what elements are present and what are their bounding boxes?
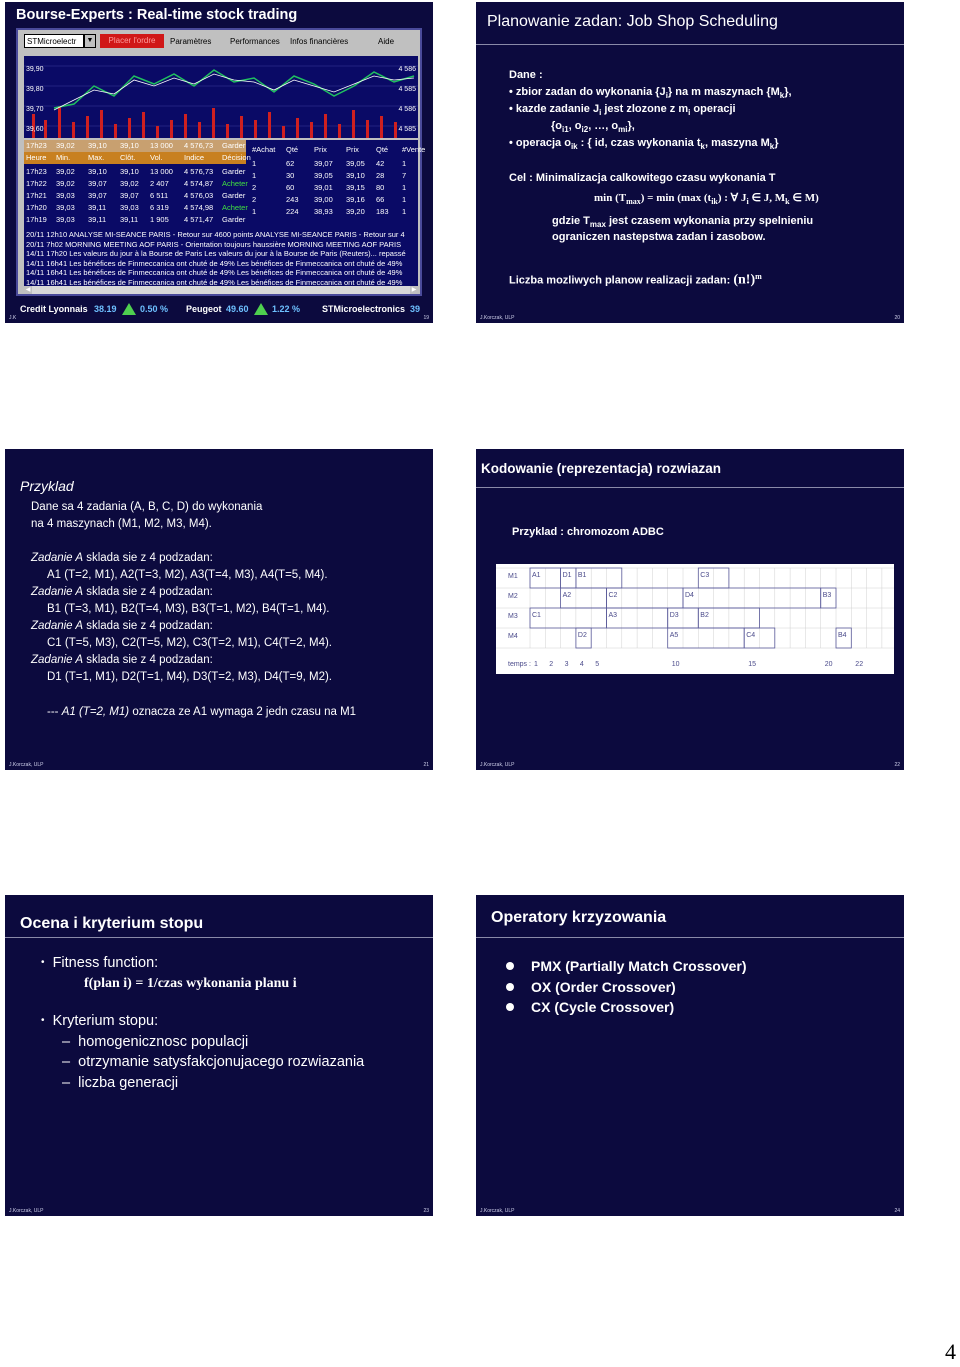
table-cell: Heure — [26, 153, 47, 162]
table-cell: 17h19 — [26, 215, 47, 224]
gantt-block-label: C3 — [700, 572, 710, 579]
ticker-change: 1.22 % — [272, 304, 301, 314]
table-cell: 1 — [402, 195, 407, 204]
bullet-item: • zbior zadan do wykonania $\{J_i\}$ na m maszynach $\{M_k\}$, — [509, 86, 792, 101]
gantt-block — [530, 608, 607, 628]
table-cell: 39,20 — [346, 207, 365, 216]
table-cell: Vol. — [150, 153, 163, 162]
table-cell: 80 — [376, 183, 385, 192]
table-cell: 1 — [402, 207, 407, 216]
slide-footer-author: J.Korczak, ULP — [480, 315, 515, 321]
slide-title: Operatory krzyzowania — [491, 909, 667, 926]
where-text: gdzie $T_{max}$ jest czasem wykonania przy spelnieniu — [552, 215, 814, 230]
table-cell: 39,10 — [88, 141, 107, 150]
plan-count-text: Liczba mozliwych planow realizacji zadan: $(n!)^m$ — [509, 272, 762, 288]
slide-footer-author: J.Korczak, ULP — [9, 1208, 44, 1214]
news-item[interactable]: 14/11 17h20 Les valeurs du jour à la Bourse de Paris Les valeurs du jour à la Bourse de Paris (Reuters)... repassé — [26, 249, 406, 258]
table-cell: Prix — [314, 145, 327, 154]
table-cell: 17h23 — [26, 141, 47, 150]
table-cell: 4 574,98 — [184, 203, 214, 212]
chart-y2-label: 4 586 — [398, 106, 416, 113]
slide-21 — [5, 449, 433, 770]
chevron-down-icon[interactable]: ▼ — [84, 34, 96, 48]
table-cell: 17h21 — [26, 191, 47, 200]
chart-y2-label: 4 585 — [398, 126, 416, 133]
task-operations: D1 (T=1, M1), D2(T=1, M4), D3(T=2, M3), D4(T=9, M2). — [47, 671, 333, 683]
page-number: 4 — [945, 1339, 956, 1364]
time-tick: 4 — [579, 661, 584, 668]
gantt-block-label: C2 — [608, 592, 618, 599]
chart-y2-label: 4 586 — [398, 66, 416, 73]
table-cell: 39,07 — [88, 191, 107, 200]
table-cell: 39,10 — [120, 141, 139, 150]
time-tick: 1 — [534, 661, 538, 668]
slide-number: 23 — [423, 1208, 429, 1214]
intro-text: Dane sa 4 zadania (A, B, C, D) do wykonania — [31, 501, 263, 513]
tab-performances[interactable]: Performances — [230, 37, 280, 46]
horizontal-scrollbar[interactable] — [24, 286, 418, 294]
slide-footer-author: J.Korczak, ULP — [9, 762, 44, 768]
gantt-block-label: A5 — [669, 632, 679, 639]
slide-title: Planowanie zadan: Job Shop Scheduling — [487, 13, 778, 30]
table-cell: 39,03 — [56, 215, 75, 224]
slide-number: 21 — [423, 762, 429, 768]
table-cell: 39,07 — [88, 179, 107, 188]
arrow-left-icon[interactable]: ◀ — [25, 287, 31, 293]
table-cell: 39,05 — [314, 171, 333, 180]
slide-number: 20 — [894, 315, 900, 321]
table-cell: #Vente — [402, 145, 426, 154]
table-cell: 1 — [402, 183, 407, 192]
table-row — [24, 190, 246, 202]
slide-title: Kodowanie (reprezentacja) rozwiazan — [481, 461, 722, 476]
arrow-up-icon — [254, 303, 268, 315]
bullet-dot-icon — [506, 962, 514, 970]
table-cell: Prix — [346, 145, 359, 154]
table-cell: 4 576,73 — [184, 141, 214, 150]
table-cell: 183 — [376, 207, 389, 216]
table-cell: 1 — [252, 171, 257, 180]
table-cell: 39,11 — [88, 203, 107, 212]
bullet-dot-icon — [506, 1003, 514, 1011]
table-cell: 4 576,03 — [184, 191, 214, 200]
gantt-block-label: A2 — [562, 592, 572, 599]
table-cell: 39,02 — [56, 179, 75, 188]
table-cell: 39,07 — [120, 191, 139, 200]
title-divider — [5, 937, 433, 938]
tab-aide[interactable]: Aide — [378, 37, 395, 46]
chart-y-label: 39,70 — [26, 106, 44, 113]
chart-y-label: 39,90 — [26, 66, 44, 73]
time-tick: 5 — [595, 661, 600, 668]
example-caption: Przyklad : chromozom ADBC — [512, 526, 664, 538]
objective-text: Cel : Minimalizacja calkowitego czasu wykonania T — [509, 172, 776, 184]
table-cell: 62 — [286, 159, 295, 168]
table-row — [250, 206, 418, 218]
news-feed — [24, 230, 418, 286]
task-heading: Zadanie A sklada sie z 4 podzadan: — [31, 654, 213, 666]
table-cell: 1 — [402, 159, 407, 168]
time-tick: 10 — [671, 661, 680, 668]
table-cell: 39,10 — [120, 167, 139, 176]
slide-title: Bourse-Experts : Real-time stock trading — [16, 7, 298, 23]
gantt-block-label: B1 — [577, 572, 587, 579]
stock-app-screenshot — [16, 28, 426, 296]
gantt-block-label: A3 — [608, 612, 618, 619]
table-cell: Décision — [222, 153, 251, 162]
slide-19 — [5, 2, 433, 323]
criterion-item: – homogenicznosc populacji — [62, 1034, 249, 1050]
table-cell: Garder — [222, 141, 246, 150]
table-cell: Garder — [222, 167, 246, 176]
time-tick: 3 — [564, 661, 569, 668]
task-operations: A1 (T=2, M1), A2(T=3, M2), A3(T=4, M3), A4(T=5, M4). — [47, 569, 328, 581]
where-text: ograniczen nastepstwa zadan i zasobow. — [552, 231, 766, 243]
machine-label: M2 — [508, 593, 518, 600]
time-tick: 15 — [748, 661, 756, 668]
table-cell: 39,02 — [56, 141, 75, 150]
gantt-block-label: B3 — [822, 592, 832, 599]
crossover-item: OX (Order Crossover) — [506, 979, 676, 995]
table-cell: 39,15 — [346, 183, 365, 192]
table-cell: 17h20 — [26, 203, 47, 212]
stock-ticker — [16, 301, 422, 317]
gantt-block-label: B4 — [838, 632, 847, 639]
gantt-block-label: D1 — [562, 572, 572, 579]
table-cell: 60 — [286, 183, 295, 192]
table-cell: 39,03 — [56, 191, 75, 200]
table-cell: 4 574,87 — [184, 179, 214, 188]
table-cell: 28 — [376, 171, 385, 180]
table-cell: 39,03 — [120, 203, 139, 212]
bullet-item: • kazde zadanie $J_i$ jest zlozone z $m_i$ operacji — [509, 103, 736, 118]
dane-label: Dane : — [509, 69, 543, 81]
table-cell: Indice — [184, 153, 205, 162]
table-cell: 243 — [286, 195, 299, 204]
table-cell: 224 — [286, 207, 299, 216]
ticker-price: 39 — [410, 304, 421, 314]
gantt-block-label: D3 — [669, 612, 679, 619]
table-cell: 1 905 — [150, 215, 169, 224]
table-cell: 4 571,47 — [184, 215, 214, 224]
machine-label: M4 — [508, 633, 518, 640]
time-tick: 22 — [855, 661, 864, 668]
gantt-block-label: C4 — [746, 632, 756, 639]
table-cell: 39,11 — [88, 215, 107, 224]
table-cell: 2 407 — [150, 179, 169, 188]
tab-infos-financieres[interactable]: Infos financières — [290, 37, 349, 46]
gantt-block — [683, 588, 821, 608]
criterion-item: – liczba generacji — [62, 1075, 179, 1091]
table-cell: 30 — [286, 171, 295, 180]
quotes-table — [24, 140, 426, 230]
table-row — [250, 158, 418, 170]
objective-formula: $\min (T_{max}) = \min (\max$ $(t_{ik})$ : ∀ $J_i$ ∈ J, $M_k$ ∈ M) — [594, 192, 819, 207]
table-cell: Min. — [56, 153, 71, 162]
table-cell: Garder — [222, 191, 246, 200]
news-item[interactable]: 14/11 16h41 Les bénéfices de Finmeccanica ont chuté de 49% Les bénéfices de Finmeccanica ont chuté de 49% — [26, 258, 403, 268]
time-axis-label: temps : — [508, 661, 531, 668]
table-row — [24, 178, 246, 190]
operation-set: {$o_{i1}$, $o_{i2}$, …, $o_{mi}$}, — [551, 120, 635, 135]
task-heading: Zadanie A sklada sie z 4 podzadan: — [31, 552, 213, 564]
news-item[interactable]: 14/11 16h41 Les bénéfices de Finmeccanica ont chuté de 49% Les bénéfices de Finmeccanica ont chuté de 49% — [26, 277, 403, 286]
table-cell: Acheter — [222, 203, 248, 212]
bullet-item: • operacja $o_{ik}$ : { id, czas wykonania $t_k$, maszyna $M_k$} — [509, 137, 779, 152]
ticker-price: 49.60 — [226, 304, 249, 314]
table-cell: 39,10 — [346, 171, 365, 180]
tab-parametres[interactable]: Paramètres — [170, 37, 212, 46]
gantt-block-label: B2 — [700, 612, 709, 619]
slide-22 — [476, 449, 904, 770]
slide-footer-author: J.K — [9, 315, 17, 321]
stop-criterion-item: • Kryterium stopu: — [41, 1013, 159, 1029]
table-cell: 4 576,73 — [184, 167, 214, 176]
table-cell: 39,02 — [120, 179, 139, 188]
bullet-dot-icon — [506, 983, 514, 991]
table-cell: Clôt. — [120, 153, 136, 162]
gantt-block — [607, 588, 684, 608]
task-operations: B1 (T=3, M1), B2(T=4, M3), B3(T=1, M2), B4(T=1, M4). — [47, 603, 330, 615]
table-row — [250, 194, 418, 206]
table-cell: #Achat — [252, 145, 276, 154]
table-cell: 39,07 — [314, 159, 333, 168]
table-cell: 2 — [252, 183, 257, 192]
table-row — [250, 182, 418, 194]
title-divider — [476, 44, 904, 45]
ticker-name: Peugeot — [186, 304, 222, 314]
table-cell: 39,03 — [56, 203, 75, 212]
ticker-name: STMicroelectronics — [322, 304, 406, 314]
gantt-block-label: D4 — [685, 592, 694, 599]
slide-footer-author: J.Korczak, ULP — [480, 1208, 515, 1214]
intro-text: na 4 maszynach (M1, M2, M3, M4). — [31, 518, 212, 530]
table-cell: 17h23 — [26, 167, 47, 176]
machine-label: M1 — [508, 573, 518, 580]
time-tick: 2 — [549, 661, 554, 668]
slide-number: 22 — [894, 762, 900, 768]
slide-footer-author: J.Korczak, ULP — [480, 762, 515, 768]
table-cell: 6 511 — [150, 191, 169, 200]
table-cell: 1 — [252, 159, 257, 168]
app-menu-bar — [18, 30, 420, 54]
gantt-block-label: C1 — [532, 612, 541, 619]
tab-placer-ordre[interactable]: Placer l'ordre — [100, 34, 164, 48]
table-cell: 13 000 — [150, 141, 173, 150]
slide-23 — [5, 895, 433, 1216]
criterion-item: – otrzymanie satysfakcjonujacego rozwiazania — [62, 1054, 365, 1070]
table-cell: 6 319 — [150, 203, 169, 212]
table-row — [250, 170, 418, 182]
fitness-item: • Fitness function: — [41, 955, 159, 971]
table-cell: Max. — [88, 153, 105, 162]
table-cell: 39,01 — [314, 183, 333, 192]
notation-note: --- A1 (T=2, M1) oznacza ze A1 wymaga 2 jedn czasu na M1 — [47, 706, 357, 718]
task-heading: Zadanie A sklada sie z 4 podzadan: — [31, 586, 213, 598]
table-cell: 39,02 — [56, 167, 75, 176]
chart-y2-label: 4 585 — [398, 86, 416, 93]
arrow-right-icon[interactable]: ▶ — [411, 287, 417, 293]
title-divider — [476, 937, 904, 938]
fitness-formula: f(plan i) = 1/czas wykonania planu i — [84, 976, 297, 991]
table-cell: Acheter — [222, 179, 248, 188]
table-cell: 39,00 — [314, 195, 333, 204]
time-tick: 20 — [824, 661, 833, 668]
news-item[interactable]: 14/11 16h41 Les bénéfices de Finmeccanica ont chuté de 49% Les bénéfices de Finmeccanica ont chuté de 49% — [26, 268, 403, 277]
task-operations: C1 (T=5, M3), C2(T=5, M2), C3(T=2, M1), C4(T=2, M4). — [47, 637, 333, 649]
crossover-item: CX (Cycle Crossover) — [506, 999, 674, 1015]
ticker-name: Credit Lyonnais — [20, 304, 88, 314]
title-divider — [476, 487, 904, 488]
table-cell: 38,93 — [314, 207, 333, 216]
slide-title: Ocena i kryterium stopu — [20, 915, 204, 932]
slide-24 — [476, 895, 904, 1216]
slide-20 — [476, 2, 904, 323]
task-heading: Zadanie A sklada sie z 4 podzadan: — [31, 620, 213, 632]
gantt-block-label: D2 — [577, 632, 587, 639]
arrow-up-icon — [122, 303, 136, 315]
table-cell: Qté — [376, 145, 389, 154]
table-cell: 39,16 — [346, 195, 365, 204]
table-cell: 1 — [252, 207, 257, 216]
table-cell: 39,05 — [346, 159, 365, 168]
table-cell: 39,10 — [88, 167, 107, 176]
slide-number: 24 — [894, 1208, 900, 1214]
table-row — [24, 202, 246, 214]
ticker-change: 0.50 % — [140, 304, 169, 314]
gantt-block-label: A1 — [532, 572, 541, 579]
table-cell: Garder — [222, 215, 246, 224]
table-cell: 66 — [376, 195, 385, 204]
table-row — [24, 140, 246, 152]
chart-y-label: 39,80 — [26, 86, 44, 93]
table-cell: 17h22 — [26, 179, 47, 188]
slide-title: Przyklad — [20, 478, 74, 494]
machine-label: M3 — [508, 613, 518, 620]
table-row — [24, 214, 246, 226]
table-header — [250, 144, 426, 156]
table-header — [24, 152, 251, 164]
table-cell: 39,11 — [120, 215, 139, 224]
news-item[interactable]: 20/11 12h10 ANALYSE MI-SEANCE PARIS - Retour sur 4600 points ANALYSE MI-SEANCE PARIS - Retour sur 4 — [26, 230, 405, 239]
table-cell: 13 000 — [150, 167, 173, 176]
table-cell: Qté — [286, 145, 299, 154]
price-chart — [24, 56, 418, 138]
chromosome-gantt — [496, 564, 894, 674]
stock-combo[interactable]: STMicroelectr — [24, 34, 84, 48]
table-cell: 7 — [402, 171, 407, 180]
gantt-block — [668, 628, 745, 648]
chart-y-label: 39,60 — [26, 126, 44, 133]
news-item[interactable]: 20/11 7h02 MORNING MEETING AOF PARIS - Orientation toujours haussière MORNING MEETING AOF PARIS — [26, 239, 402, 249]
table-cell: 42 — [376, 159, 385, 168]
ticker-price: 38.19 — [94, 304, 117, 314]
crossover-item: PMX (Partially Match Crossover) — [506, 958, 747, 974]
slide-number: 19 — [423, 315, 429, 321]
table-row — [24, 166, 246, 178]
table-cell: 2 — [252, 195, 257, 204]
